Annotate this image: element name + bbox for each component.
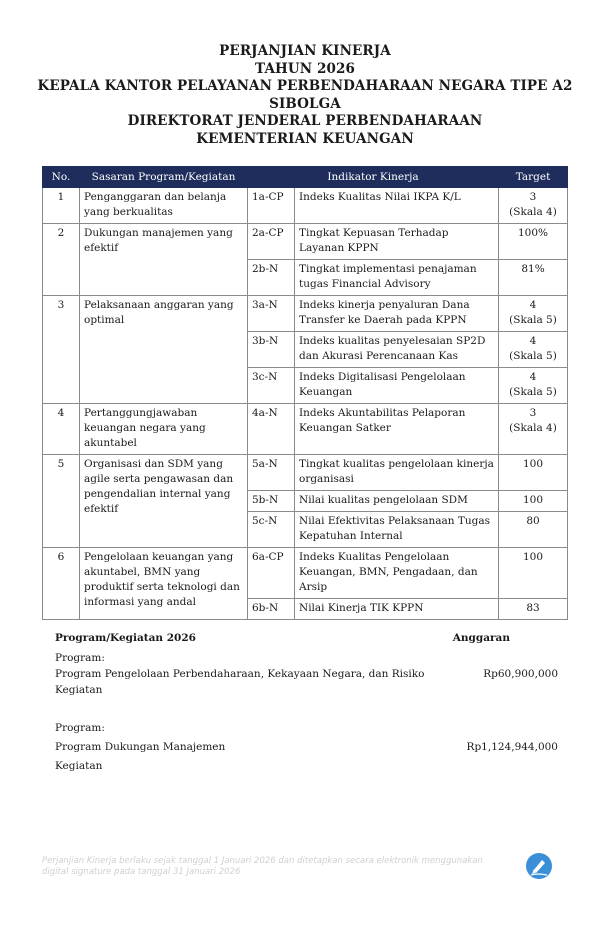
- indikator-cell: Indeks kinerja penyaluran Dana Transfer ke Daerah pada KPPN: [295, 296, 499, 332]
- row-number: 3: [43, 296, 80, 404]
- target-value: 4: [529, 299, 537, 311]
- header-indikator: Indikator Kinerja: [248, 167, 499, 188]
- program-section: [55, 630, 558, 774]
- sasaran-cell: Penganggaran dan belanja yang berkualitas: [80, 188, 248, 224]
- header-sasaran: Sasaran Program/Kegiatan: [80, 167, 248, 188]
- program-item-2: [55, 720, 558, 774]
- title-line-2: TAHUN 2026: [255, 60, 355, 77]
- indikator-code: 4a-N: [248, 404, 295, 455]
- indikator-code: 5c-N: [248, 512, 295, 548]
- target-value: 3: [529, 407, 537, 419]
- program-header-row: [55, 630, 558, 650]
- target-scale: (Skala 4): [509, 206, 557, 218]
- program-label: Program:: [55, 652, 105, 664]
- row-number: 1: [43, 188, 80, 224]
- indikator-code: 3b-N: [248, 332, 295, 368]
- indikator-cell: Nilai kualitas pengelolaan SDM: [295, 491, 499, 512]
- target-cell: [499, 404, 568, 455]
- target-value: 4: [529, 371, 537, 383]
- target-cell: [499, 332, 568, 368]
- indikator-cell: Tingkat kualitas pengelolaan kinerja organisasi: [295, 455, 499, 491]
- row-number: 4: [43, 404, 80, 455]
- program-name: Program Pengelolaan Perbendaharaan, Kekayaan Negara, dan Risiko: [55, 668, 425, 680]
- indikator-code: 3c-N: [248, 368, 295, 404]
- title-line-5: DIREKTORAT JENDERAL PERBENDAHARAAN: [127, 113, 483, 129]
- program-row: [55, 739, 558, 755]
- program-amount: Rp60,900,000: [483, 668, 558, 680]
- row-number: 2: [43, 224, 80, 296]
- table-row: [43, 188, 568, 224]
- indikator-cell: Indeks Akuntabilitas Pelaporan Keuangan Satker: [295, 404, 499, 455]
- target-cell: [499, 491, 568, 512]
- table-row: [43, 404, 568, 455]
- target-scale: (Skala 5): [509, 314, 557, 326]
- target-cell: [499, 548, 568, 599]
- target-cell: [499, 260, 568, 296]
- kinerja-table: [42, 166, 568, 620]
- target-cell: [499, 455, 568, 491]
- kegiatan-label: Kegiatan: [55, 760, 103, 772]
- program-heading: Program/Kegiatan 2026: [55, 632, 196, 644]
- document-title: [0, 43, 610, 148]
- sasaran-cell: Organisasi dan SDM yang agile serta pengawasan dan pengendalian internal yang efektif: [80, 455, 248, 548]
- table-header-row: [43, 167, 568, 188]
- indikator-cell: Tingkat implementasi penajaman tugas Financial Advisory: [295, 260, 499, 296]
- target-value: 80: [526, 515, 540, 527]
- table-body: [43, 188, 568, 620]
- sasaran-cell: Pengelolaan keuangan yang akuntabel, BMN yang produktif serta teknologi dan informasi yang andal: [80, 548, 248, 620]
- program-item-1: [55, 650, 558, 698]
- kegiatan-label: Kegiatan: [55, 684, 103, 696]
- sasaran-cell: Dukungan manajemen yang efektif: [80, 224, 248, 296]
- target-cell: [499, 368, 568, 404]
- target-cell: [499, 296, 568, 332]
- target-value: 83: [526, 602, 540, 614]
- indikator-code: 6b-N: [248, 599, 295, 620]
- indikator-code: 5a-N: [248, 455, 295, 491]
- title-line-6: KEMENTERIAN KEUANGAN: [196, 130, 414, 147]
- indikator-cell: Nilai Kinerja TIK KPPN: [295, 599, 499, 620]
- title-line-1: PERJANJIAN KINERJA: [219, 43, 391, 59]
- target-value: 100%: [517, 227, 549, 239]
- target-cell: [499, 512, 568, 548]
- row-number: 5: [43, 455, 80, 548]
- target-value: 81%: [521, 263, 545, 275]
- header-no: No.: [43, 167, 80, 188]
- target-value: 100: [522, 458, 544, 470]
- footer-note-line-1: Perjanjian Kinerja berlaku sejak tanggal 1 Januari 2026 dan ditetapkan secara elektronik menggunakan: [42, 856, 483, 866]
- indikator-code: 1a-CP: [248, 188, 295, 224]
- program-row: [55, 666, 558, 682]
- target-cell: [499, 599, 568, 620]
- table-row: [43, 548, 568, 599]
- header-target: Target: [499, 167, 568, 188]
- indikator-cell: Indeks Kualitas Nilai IKPA K/L: [295, 188, 499, 224]
- row-number: 6: [43, 548, 80, 620]
- target-value: 4: [529, 335, 537, 347]
- indikator-cell: Tingkat Kepuasan Terhadap Layanan KPPN: [295, 224, 499, 260]
- table-row: [43, 224, 568, 260]
- indikator-code: 2a-CP: [248, 224, 295, 260]
- target-scale: (Skala 5): [509, 350, 557, 362]
- indikator-cell: Indeks kualitas penyelesaian SP2D dan Akurasi Perencanaan Kas: [295, 332, 499, 368]
- target-cell: [499, 188, 568, 224]
- indikator-code: 6a-CP: [248, 548, 295, 599]
- target-value: 100: [522, 551, 544, 563]
- footer-note: [42, 856, 512, 878]
- title-line-3: KEPALA KANTOR PELAYANAN PERBENDAHARAAN NEGARA TIPE A2: [37, 78, 573, 94]
- indikator-code: 5b-N: [248, 491, 295, 512]
- title-line-4: SIBOLGA: [269, 95, 341, 112]
- indikator-cell: Indeks Kualitas Pengelolaan Keuangan, BMN, Pengadaan, dan Arsip: [295, 548, 499, 599]
- sasaran-cell: Pelaksanaan anggaran yang optimal: [80, 296, 248, 404]
- table-row: [43, 455, 568, 491]
- program-name: Program Dukungan Manajemen: [55, 741, 226, 753]
- indikator-code: 3a-N: [248, 296, 295, 332]
- table-row: [43, 296, 568, 332]
- target-scale: (Skala 4): [509, 422, 557, 434]
- footer-note-line-2: digital signature pada tanggal 31 Januari 2026: [42, 867, 241, 877]
- program-label: Program:: [55, 722, 105, 734]
- digital-signature-icon: [525, 852, 553, 880]
- indikator-cell: Indeks Digitalisasi Pengelolaan Keuangan: [295, 368, 499, 404]
- target-value: 3: [529, 191, 537, 203]
- program-amount: Rp1,124,944,000: [466, 741, 558, 753]
- target-scale: (Skala 5): [509, 386, 557, 398]
- anggaran-heading: Anggaran: [452, 632, 510, 644]
- sasaran-cell: Pertanggungjawaban keuangan negara yang akuntabel: [80, 404, 248, 455]
- target-cell: [499, 224, 568, 260]
- indikator-code: 2b-N: [248, 260, 295, 296]
- indikator-cell: Nilai Efektivitas Pelaksanaan Tugas Kepatuhan Internal: [295, 512, 499, 548]
- target-value: 100: [522, 494, 544, 506]
